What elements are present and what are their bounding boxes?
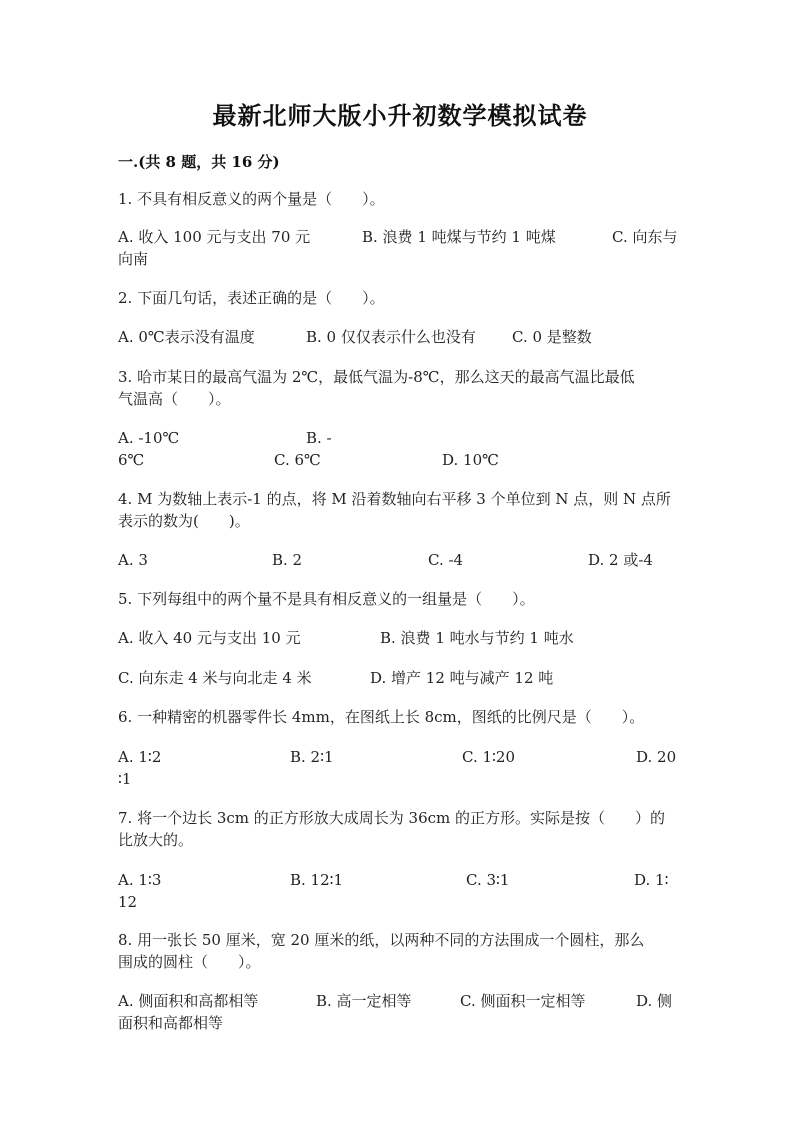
question-6-option-c: C. 1∶20 (462, 748, 516, 766)
question-1-option-c: C. 向东与 (612, 228, 678, 246)
question-5-option-c: C. 向东走 4 米与向北走 4 米 (118, 669, 312, 687)
question-1-option-c-wrap: 向南 (118, 250, 149, 268)
exam-title: 最新北师大版小升初数学模拟试卷 (212, 101, 588, 130)
question-4-stem-line-1: 4. M 为数轴上表示-1 的点，将 M 沿着数轴向右平移 3 个单位到 N 点，则 N 点所 (118, 490, 671, 508)
question-7-stem-line-2: 比放大的。 (118, 831, 194, 849)
question-5-option-a: A. 收入 40 元与支出 10 元 (118, 629, 301, 647)
question-3-option-a: A. -10℃ (118, 429, 180, 447)
question-6-option-a: A. 1∶2 (118, 748, 162, 766)
question-8-option-a: A. 侧面积和高都相等 (118, 992, 259, 1010)
question-3-option-b-wrap: 6℃ (118, 451, 145, 469)
question-2-option-b: B. 0 仅仅表示什么也没有 (306, 328, 476, 346)
question-2-option-c: C. 0 是整数 (512, 328, 592, 346)
question-4-option-c: C. -4 (428, 551, 464, 569)
question-1-stem: 1. 不具有相反意义的两个量是（ ）。 (118, 190, 385, 208)
question-8-option-b: B. 高一定相等 (316, 992, 412, 1010)
question-3-option-c: C. 6℃ (274, 451, 321, 469)
question-4-stem-line-2: 表示的数为( )。 (118, 512, 250, 530)
question-1-option-a: A. 收入 100 元与支出 70 元 (118, 228, 311, 246)
question-1-option-b: B. 浪费 1 吨煤与节约 1 吨煤 (362, 228, 556, 246)
question-3-option-d: D. 10℃ (442, 451, 499, 469)
question-8-stem-line-2: 围成的圆柱（ ）。 (118, 953, 261, 971)
question-7-stem-line-1: 7. 将一个边长 3cm 的正方形放大成周长为 36cm 的正方形。实际是按（ ）的 (118, 809, 666, 827)
question-6-option-b: B. 2∶1 (290, 748, 334, 766)
question-7-option-b: B. 12∶1 (290, 871, 344, 889)
question-8-option-d: D. 侧 (636, 992, 673, 1010)
question-6-option-d-wrap: ∶1 (118, 770, 132, 788)
question-5-option-b: B. 浪费 1 吨水与节约 1 吨水 (380, 629, 574, 647)
question-7-option-c: C. 3∶1 (466, 871, 510, 889)
question-2-stem: 2. 下面几句话，表述正确的是（ ）。 (118, 289, 385, 307)
question-8-option-c: C. 侧面积一定相等 (460, 992, 586, 1010)
question-3-stem-line-2: 气温高（ ）。 (118, 390, 231, 408)
question-8-option-d-wrap: 面积和高都相等 (118, 1014, 224, 1032)
question-6-option-d: D. 20 (636, 748, 677, 766)
question-5-option-d: D. 增产 12 吨与减产 12 吨 (370, 669, 554, 687)
question-3-option-b: B. - (306, 429, 332, 447)
question-5-stem: 5. 下列每组中的两个量不是具有相反意义的一组量是（ ）。 (118, 590, 535, 608)
section-heading: 一.(共 8 题，共 16 分) (118, 153, 280, 171)
question-7-option-d: D. 1∶ (634, 871, 669, 889)
question-4-option-d: D. 2 或-4 (588, 551, 653, 569)
question-4-option-a: A. 3 (118, 551, 148, 569)
question-7-option-d-wrap: 12 (118, 893, 138, 911)
question-3-stem-line-1: 3. 哈市某日的最高气温为 2℃，最低气温为-8℃，那么这天的最高气温比最低 (118, 368, 635, 386)
question-6-stem: 6. 一种精密的机器零件长 4mm，在图纸上长 8cm，图纸的比例尺是（ ）。 (118, 708, 645, 726)
question-7-option-a: A. 1∶3 (118, 871, 162, 889)
question-2-option-a: A. 0℃表示没有温度 (118, 328, 255, 346)
question-4-option-b: B. 2 (272, 551, 303, 569)
question-8-stem-line-1: 8. 用一张长 50 厘米，宽 20 厘米的纸，以两种不同的方法围成一个圆柱，那么 (118, 931, 645, 949)
